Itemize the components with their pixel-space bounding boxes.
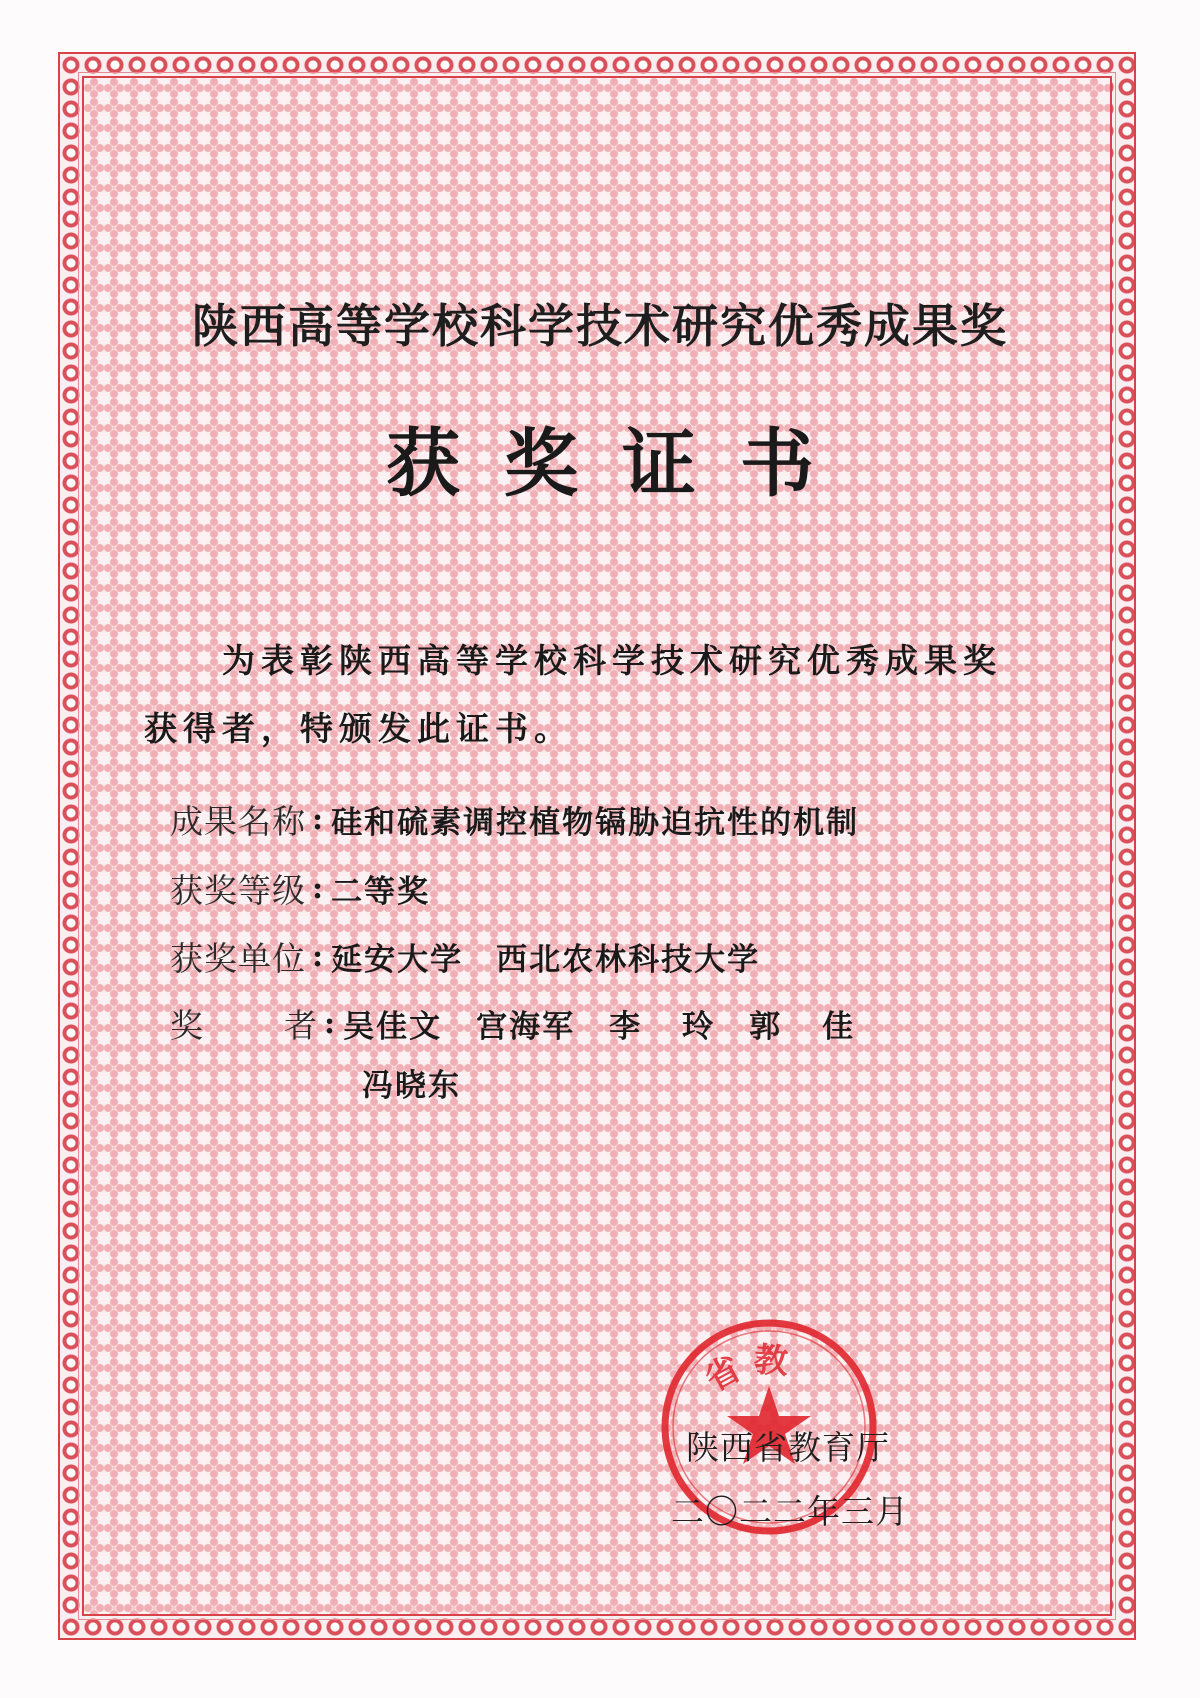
issuer-name: 陕西省教育厅: [686, 1428, 890, 1467]
field-awardees: [170, 998, 896, 1048]
field-units-label: 获奖单位: [170, 938, 306, 978]
awardee-name: 冯晓东: [362, 1068, 461, 1104]
field-colon: :: [312, 801, 324, 837]
field-colon: :: [324, 1005, 336, 1041]
field-grade-value: 二等奖: [331, 873, 431, 910]
field-grade-label: 获奖等级: [170, 870, 306, 910]
certificate-body-text: 为表彰陕西高等学校科学技术研究优秀成果奖获得者，特颁发此证书。: [144, 641, 1002, 748]
award-title: 陕西高等学校科学技术研究优秀成果奖: [192, 299, 1008, 353]
field-units-value: 延安大学 西北农林科技大学: [331, 941, 761, 978]
issue-date: 二〇二二年三月: [671, 1492, 909, 1531]
field-achievement-value: 硅和硫素调控植物镉胁迫抗性的机制: [331, 804, 860, 841]
field-grade: [170, 863, 430, 913]
field-achievement-label: 成果名称: [170, 801, 306, 841]
field-units: [170, 931, 760, 981]
field-colon: :: [312, 938, 324, 974]
seal-text: 省教: [698, 1339, 800, 1400]
awardee-name: 李玲: [609, 1008, 756, 1045]
awardee-name: 郭佳: [749, 1008, 896, 1045]
certificate-heading: 获奖证书: [386, 421, 858, 507]
field-colon: :: [312, 870, 324, 906]
awardee-name: 吴佳文: [343, 1008, 443, 1045]
field-achievement: [170, 794, 859, 844]
field-awardees-label: 奖 者: [170, 1005, 318, 1045]
awardee-name: 宫海军: [476, 1008, 576, 1045]
